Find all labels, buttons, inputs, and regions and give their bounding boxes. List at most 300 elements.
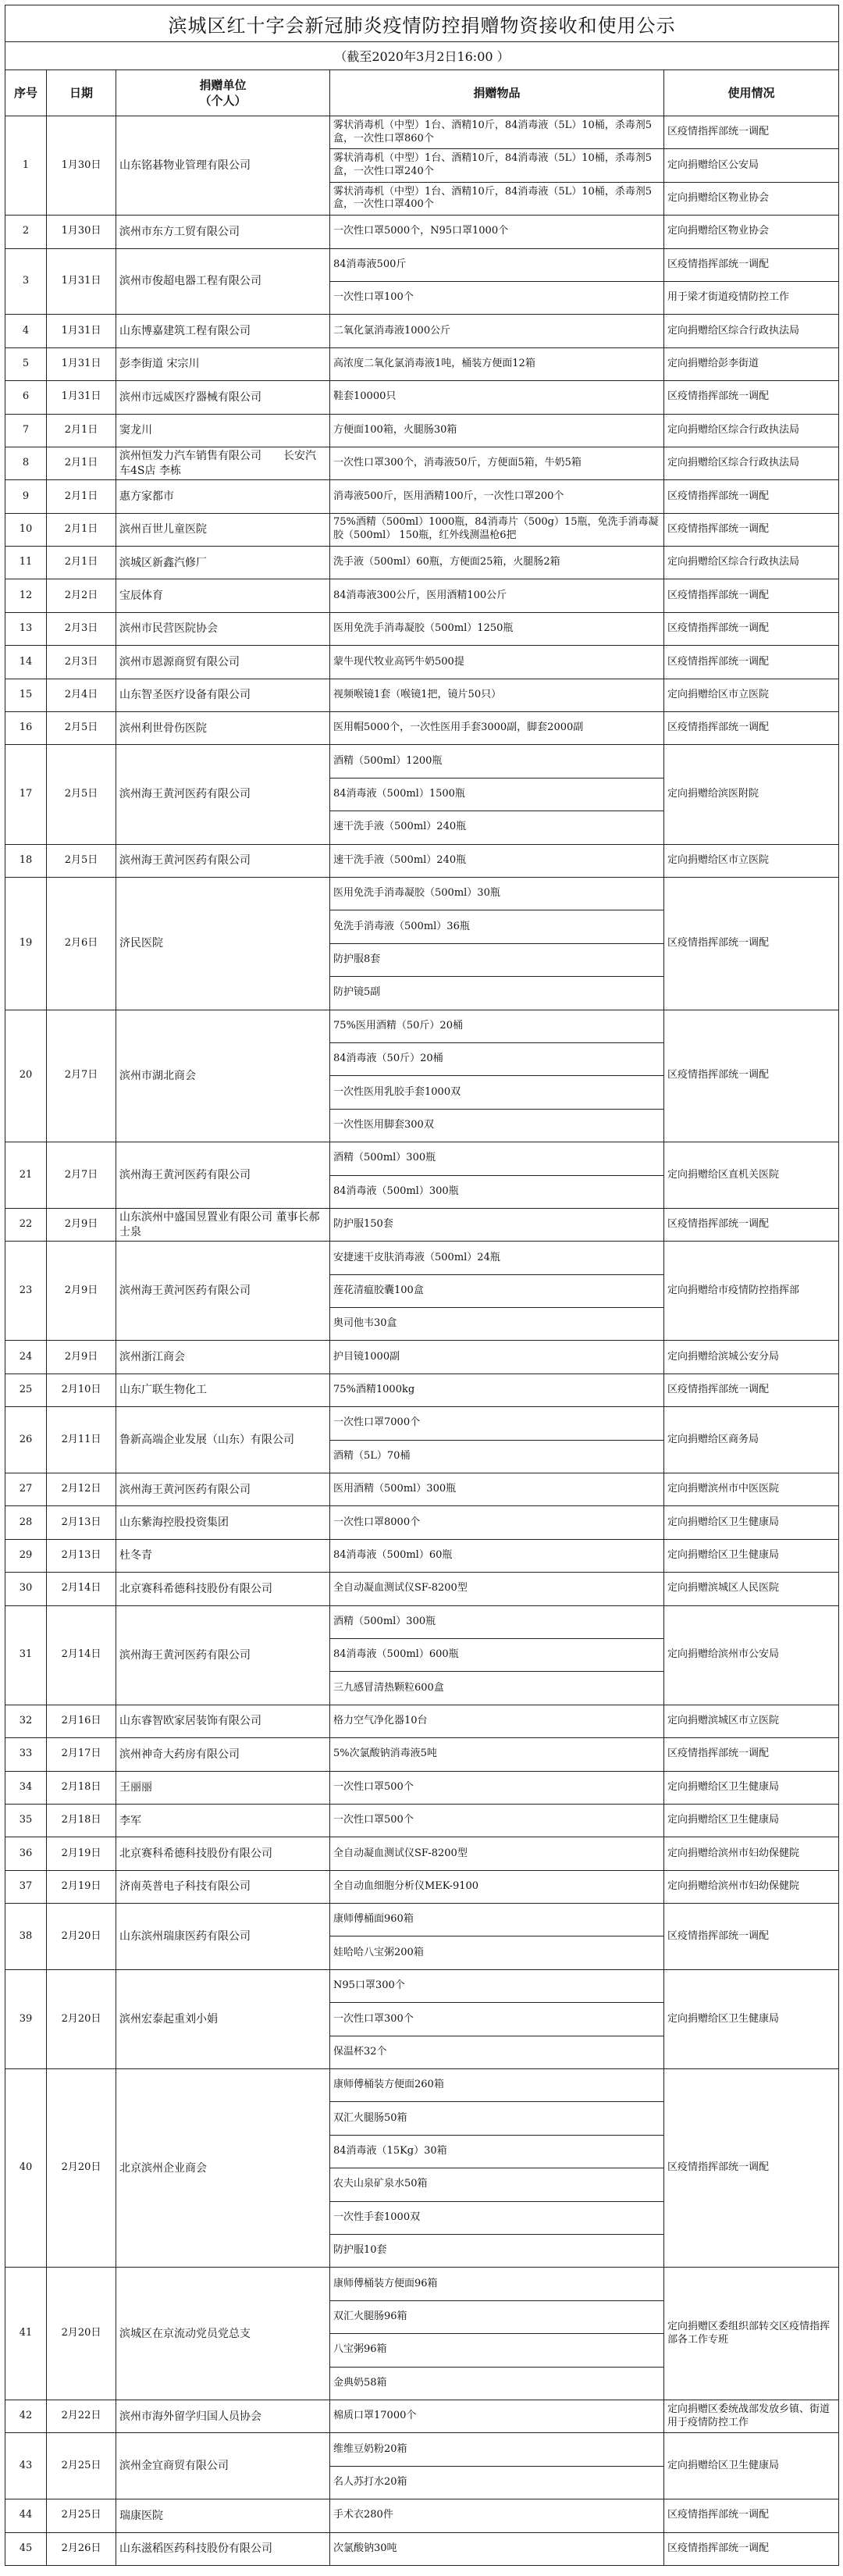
donor-name-cell <box>116 1341 330 1374</box>
donated-item-cell <box>330 1440 664 1473</box>
row-number-cell <box>5 2400 47 2432</box>
donated-item: 雾状消毒机（中型）1台、酒精10斤，84消毒液（5L）10桶，杀毒剂5盒，一次性口罩400个 <box>333 185 653 211</box>
donor-name: 滨州金宜商贸有限公司 <box>119 2460 229 2473</box>
row-number-cell <box>5 2532 47 2565</box>
donation-date: 2月20日 <box>61 2161 101 2174</box>
donor-name: 滨州市海外留学归国人员协会 <box>119 2410 261 2423</box>
donation-date: 2月18日 <box>61 1814 101 1826</box>
row-number: 7 <box>22 423 30 436</box>
usage-status: 定向捐赠滨城区市立医院 <box>667 1715 780 1726</box>
usage-status: 定向捐赠给区卫生健康局 <box>667 2012 780 2025</box>
donor-name-cell <box>116 381 330 414</box>
table-row <box>5 2532 839 2565</box>
donated-item-cell <box>330 1605 664 1638</box>
donor-name-cell <box>116 116 330 216</box>
table-row <box>5 2268 839 2300</box>
donor-name-cell <box>116 646 330 679</box>
donated-item: 鞋套10000只 <box>333 390 397 403</box>
donated-item-cell <box>330 1804 664 1837</box>
usage-status: 区疫情指挥部统一调配 <box>667 390 770 403</box>
donation-date: 2月19日 <box>61 1847 101 1859</box>
donation-date: 2月1日 <box>64 457 98 469</box>
donor-name-cell <box>116 1506 330 1539</box>
donated-item-cell <box>330 1142 664 1175</box>
donated-item-cell <box>330 1705 664 1737</box>
donated-item: 一次性口罩300个 <box>333 2012 414 2025</box>
donor-name-cell <box>116 547 330 579</box>
donation-date-cell <box>47 1341 116 1374</box>
usage-status: 区疫情指挥部统一调配 <box>667 589 770 601</box>
usage-status-cell <box>664 1242 839 1341</box>
donated-item-cell <box>330 2135 664 2168</box>
donation-date-cell <box>47 745 116 844</box>
donor-name: 李军 <box>119 1814 141 1827</box>
donor-name-cell <box>116 1738 330 1771</box>
donor-name: 北京赛科希德科技股份有限公司 <box>119 1847 272 1860</box>
row-number-cell <box>5 1605 47 1705</box>
usage-status-cell <box>664 1407 839 1473</box>
row-number: 45 <box>19 2542 33 2554</box>
row-number-cell <box>5 2069 47 2268</box>
row-number: 22 <box>19 1218 33 1231</box>
usage-status-cell <box>664 2268 839 2400</box>
donated-item: 全自动凝血测试仪SF-8200型 <box>333 1582 468 1594</box>
donation-date: 2月26日 <box>61 2542 101 2554</box>
row-number: 16 <box>19 721 33 734</box>
usage-status-cell <box>664 1506 839 1539</box>
donation-date: 1月30日 <box>61 159 101 171</box>
donor-name: 滨州市俊超电器工程有限公司 <box>119 275 261 288</box>
table-row <box>5 347 839 380</box>
donation-date-cell <box>47 2499 116 2532</box>
row-number: 3 <box>22 275 30 287</box>
donated-item-cell <box>330 2201 664 2234</box>
row-number-cell <box>5 844 47 877</box>
usage-status: 区疫情指挥部统一调配 <box>667 2509 770 2521</box>
row-number-cell <box>5 2268 47 2400</box>
donation-date: 2月1日 <box>64 423 98 436</box>
row-number-cell <box>5 1573 47 1605</box>
donor-name: 滨州海王黄河医药有限公司 <box>119 788 251 801</box>
donation-date-cell <box>47 414 116 447</box>
row-number: 9 <box>22 490 30 502</box>
table-row <box>5 1804 839 1837</box>
row-number-cell <box>5 381 47 414</box>
donation-date-cell <box>47 1374 116 1406</box>
row-number: 17 <box>19 788 33 800</box>
donation-date: 2月5日 <box>64 721 98 734</box>
usage-status-cell <box>664 480 839 513</box>
donated-item-cell <box>330 1573 664 1605</box>
donated-item: 全自动凝血测试仪SF-8200型 <box>333 1847 468 1859</box>
table-row <box>5 513 839 546</box>
header-usage: 使用情况 <box>664 70 839 116</box>
donor-name-cell <box>116 2499 330 2532</box>
donation-date-cell <box>47 1738 116 1771</box>
usage-status: 定向捐赠给区卫生健康局 <box>667 1516 780 1528</box>
table-row <box>5 1573 839 1605</box>
donor-name: 滨州恒发力汽车销售有限公司 长安汽车4S店 李栋 <box>119 450 316 477</box>
donated-item-cell <box>330 1175 664 1208</box>
donation-date: 2月16日 <box>61 1715 101 1726</box>
usage-status: 定向捐赠给区物业协会 <box>667 192 770 205</box>
donated-item-cell <box>330 1407 664 1440</box>
usage-status-cell <box>664 1969 839 2068</box>
donor-name: 山东铭碁物业管理有限公司 <box>119 159 251 172</box>
usage-status: 区疫情指挥部统一调配 <box>667 622 770 635</box>
usage-status: 定向捐赠给滨州市妇幼保健院 <box>667 1847 800 1859</box>
table-row <box>5 1904 839 1936</box>
table-row <box>5 712 839 745</box>
donation-date-cell <box>47 547 116 579</box>
donated-item-cell <box>330 281 664 314</box>
usage-status: 区疫情指挥部统一调配 <box>667 490 770 502</box>
donation-date: 2月19日 <box>61 1879 101 1892</box>
usage-status: 定向捐赠给区综合行政执法局 <box>667 457 800 469</box>
donated-item-cell <box>330 1341 664 1374</box>
usage-status: 定向捐赠给滨州市妇幼保健院 <box>667 1879 800 1892</box>
row-number: 33 <box>19 1748 33 1760</box>
donated-item: 医用免洗手消毒凝胶（500ml）1250瓶 <box>333 622 514 635</box>
usage-status-cell <box>664 1142 839 1209</box>
usage-status: 定向捐赠给区物业协会 <box>667 225 770 237</box>
usage-status-cell <box>664 281 839 314</box>
donor-name-cell <box>116 1771 330 1804</box>
donated-item: 一次性口罩7000个 <box>333 1416 421 1429</box>
donated-item: 蒙牛现代牧业高钙牛奶500提 <box>333 655 464 668</box>
donated-item-cell <box>330 679 664 711</box>
donated-item: 莲花清瘟胶囊100盒 <box>333 1284 424 1296</box>
donor-name-cell <box>116 612 330 645</box>
usage-status: 定向捐赠给区商务局 <box>667 1433 759 1445</box>
donated-item-cell <box>330 646 664 679</box>
donated-item: 农夫山泉矿泉水50箱 <box>333 2178 428 2190</box>
donor-name-cell <box>116 480 330 513</box>
donated-item: 一次性口罩500个 <box>333 1780 414 1793</box>
donated-item: 一次性口罩500个 <box>333 1814 414 1826</box>
donated-item: 视频喉镜1套（喉镜1把，镜片50只） <box>333 688 502 700</box>
row-number: 2 <box>22 225 30 237</box>
donated-item: 维维豆奶粉20箱 <box>333 2442 407 2455</box>
donated-item: 速干洗手液（500ml）240瓶 <box>333 853 467 866</box>
donor-name-cell <box>116 447 330 479</box>
usage-status: 定向捐赠给滨州市公安局 <box>667 1648 780 1661</box>
table-row <box>5 1738 839 1771</box>
donor-name-cell <box>116 1605 330 1705</box>
donation-date: 2月2日 <box>64 589 98 601</box>
usage-status-cell <box>664 1573 839 1605</box>
donation-date-cell <box>47 1837 116 1870</box>
donor-name: 山东滨州瑞康医药有限公司 <box>119 1929 251 1943</box>
donation-date: 2月6日 <box>64 936 98 949</box>
donor-name-cell <box>116 2433 330 2499</box>
row-number-cell <box>5 1208 47 1241</box>
row-number-cell <box>5 2499 47 2532</box>
donation-date: 1月31日 <box>61 390 101 403</box>
donated-item-cell <box>330 579 664 612</box>
donor-name-cell <box>116 2069 330 2268</box>
donor-name-cell <box>116 679 330 711</box>
row-number: 43 <box>19 2459 33 2471</box>
donation-date-cell <box>47 1407 116 1473</box>
donated-item-cell <box>330 1506 664 1539</box>
row-number: 19 <box>19 936 33 949</box>
donated-item: 金典奶58箱 <box>333 2376 387 2389</box>
donor-name: 滨州海王黄河医药有限公司 <box>119 854 251 868</box>
table-row <box>5 414 839 447</box>
row-number: 41 <box>19 2327 33 2339</box>
donor-name: 山东滨州中盛国昱置业有限公司 董事长郝士泉 <box>119 1211 320 1238</box>
donated-item-cell <box>330 149 664 182</box>
donated-item: 75%酒精1000kg <box>333 1384 415 1396</box>
donor-name-cell <box>116 1142 330 1209</box>
donated-item: 高浓度二氧化氯消毒液1吨，桶装方便面12箱 <box>333 357 535 369</box>
donation-date: 2月3日 <box>64 622 98 635</box>
donation-date: 2月4日 <box>64 688 98 700</box>
usage-status-cell <box>664 513 839 546</box>
donated-item-cell <box>330 1208 664 1241</box>
row-number-cell <box>5 1374 47 1406</box>
donor-name-cell <box>116 1539 330 1572</box>
donor-name: 山东博嘉建筑工程有限公司 <box>119 324 251 337</box>
table-row <box>5 1539 839 1572</box>
row-number: 15 <box>19 688 33 700</box>
usage-status-cell <box>664 1705 839 1737</box>
donated-item: 速干洗手液（500ml）240瓶 <box>333 821 467 833</box>
row-number: 1 <box>22 159 30 171</box>
donated-item: 一次性手套1000双 <box>333 2211 421 2223</box>
donated-item: 三九感冒清热颗粒600盒 <box>333 1681 444 1694</box>
donated-item: 格力空气净化器10台 <box>333 1715 428 1726</box>
table-row <box>5 679 839 711</box>
donated-item-cell <box>330 745 664 778</box>
usage-status-cell <box>664 149 839 182</box>
table-row <box>5 2069 839 2102</box>
row-number-cell <box>5 1506 47 1539</box>
donation-date: 1月31日 <box>61 357 101 369</box>
row-number-cell <box>5 1771 47 1804</box>
table-row <box>5 447 839 479</box>
donation-date: 2月1日 <box>64 490 98 502</box>
row-number-cell <box>5 1539 47 1572</box>
table-row <box>5 844 839 877</box>
document-subtitle: （截至2020年3月2日16:00 ） <box>5 42 839 70</box>
usage-status-cell <box>664 1870 839 1903</box>
row-number: 24 <box>19 1350 33 1363</box>
donation-date: 1月30日 <box>61 225 101 237</box>
row-number: 5 <box>22 357 30 369</box>
usage-status-cell <box>664 1539 839 1572</box>
donated-item-cell <box>330 1936 664 1969</box>
row-number-cell <box>5 1142 47 1209</box>
donated-item: 5%次氯酸钠消毒液5吨 <box>333 1748 437 1760</box>
donated-item: 康师傅桶装方便面96箱 <box>333 2277 438 2289</box>
donated-item: 84消毒液（500ml）600瓶 <box>333 1648 459 1661</box>
donor-name: 窦龙川 <box>119 424 152 437</box>
donation-date-cell <box>47 447 116 479</box>
donation-date: 2月14日 <box>61 1582 101 1594</box>
row-number-cell <box>5 612 47 645</box>
donor-name: 滨州市恩源商贸有限公司 <box>119 655 240 668</box>
donation-date-cell <box>47 2069 116 2268</box>
donor-name: 杜冬青 <box>119 1549 152 1562</box>
usage-status: 定向捐赠给区市立医院 <box>667 853 770 866</box>
donated-item-cell <box>330 612 664 645</box>
usage-status-cell <box>664 1374 839 1406</box>
usage-status-cell <box>664 1771 839 1804</box>
table-row <box>5 2499 839 2532</box>
usage-status-cell <box>664 414 839 447</box>
donation-date-cell <box>47 216 116 248</box>
donated-item: 84消毒液（500ml）1500瓶 <box>333 788 465 800</box>
donation-date: 2月9日 <box>64 1284 98 1296</box>
donated-item: 84消毒液（50斤）20桶 <box>333 1053 443 1065</box>
row-number: 13 <box>19 622 33 635</box>
row-number: 25 <box>19 1384 33 1396</box>
donation-date-cell <box>47 712 116 745</box>
row-number-cell <box>5 1969 47 2068</box>
row-number-cell <box>5 1738 47 1771</box>
usage-status: 区疫情指挥部统一调配 <box>667 1218 770 1231</box>
donated-item-cell <box>330 248 664 281</box>
donated-item-cell <box>330 1242 664 1274</box>
header-donor-line2: （个人） <box>199 94 247 108</box>
document-title: 滨城区红十字会新冠肺炎疫情防控捐赠物资接收和使用公示 <box>5 5 839 42</box>
usage-status: 区疫情指挥部统一调配 <box>667 1929 770 1942</box>
usage-status: 定向捐赠滨州市中医医院 <box>667 1483 780 1495</box>
usage-status: 定向捐赠给区综合行政执法局 <box>667 423 800 436</box>
usage-status: 定向捐赠给区综合行政执法局 <box>667 556 800 568</box>
donated-item: 84消毒液（500ml）300瓶 <box>333 1185 459 1197</box>
donor-name-cell <box>116 414 330 447</box>
table-row <box>5 1969 839 2002</box>
table-row <box>5 2433 839 2466</box>
table-row <box>5 1506 839 1539</box>
table-row <box>5 1705 839 1737</box>
usage-status: 用于梁才街道疫情防控工作 <box>667 291 790 304</box>
donated-item-cell <box>330 182 664 215</box>
donor-name-cell <box>116 1208 330 1241</box>
table-row <box>5 1837 839 1870</box>
donated-item: 方便面100箱，火腿肠30箱 <box>333 423 457 436</box>
row-number-cell <box>5 1473 47 1506</box>
usage-status-cell <box>664 547 839 579</box>
usage-status-cell <box>664 1473 839 1506</box>
donor-name: 滨州市民营医院协会 <box>119 622 218 636</box>
donation-date: 2月22日 <box>61 2410 101 2422</box>
row-number: 40 <box>19 2161 33 2174</box>
donor-name-cell <box>116 1705 330 1737</box>
usage-status: 区疫情指挥部统一调配 <box>667 1384 770 1396</box>
donation-date: 2月1日 <box>64 556 98 568</box>
row-number-cell <box>5 513 47 546</box>
donor-name-cell <box>116 745 330 844</box>
donated-item-cell <box>330 1076 664 1109</box>
donated-item: N95口罩300个 <box>333 1979 405 1992</box>
donated-item: 消毒液500斤，医用酒精100斤，一次性口罩200个 <box>333 490 564 502</box>
donor-name: 山东紫海控股投资集团 <box>119 1516 229 1529</box>
donor-name: 滨州市湖北商会 <box>119 1069 196 1082</box>
donor-name: 滨城区在京流动党员党总支 <box>119 2327 251 2340</box>
donation-date-cell <box>47 1142 116 1209</box>
usage-status-cell <box>664 1341 839 1374</box>
donation-date-cell <box>47 2268 116 2400</box>
table-row <box>5 579 839 612</box>
row-number-cell <box>5 547 47 579</box>
usage-status-cell <box>664 347 839 380</box>
table-row <box>5 1473 839 1506</box>
donated-item-cell <box>330 1969 664 2002</box>
usage-status: 定向捐赠滨城区人民医院 <box>667 1582 780 1594</box>
header-date: 日期 <box>47 70 116 116</box>
usage-status-cell <box>664 216 839 248</box>
donor-name: 滨州百世儿童医院 <box>119 523 207 536</box>
usage-status-cell <box>664 182 839 215</box>
donation-date-cell <box>47 579 116 612</box>
donated-item: 医用帽5000个，一次性医用手套3000副，脚套2000副 <box>333 721 584 734</box>
donated-item-cell <box>330 811 664 844</box>
row-number-cell <box>5 877 47 1010</box>
usage-status: 区疫情指挥部统一调配 <box>667 1748 770 1760</box>
donated-item: 75%酒精（500ml）1000瓶，84消毒片（500g）15瓶，免洗手消毒凝胶（500ml） 150瓶，红外线测温枪6把 <box>333 516 659 542</box>
usage-status-cell <box>664 248 839 281</box>
usage-status-cell <box>664 1605 839 1705</box>
donated-item: 防护服8套 <box>333 953 381 966</box>
table-row <box>5 1341 839 1374</box>
donated-item: 全自动血细胞分析仪MEK-9100 <box>333 1879 479 1892</box>
row-number-cell <box>5 347 47 380</box>
table-row <box>5 1242 839 1274</box>
table-row <box>5 877 839 910</box>
donation-date-cell <box>47 679 116 711</box>
donated-item: 一次性口罩100个 <box>333 291 414 304</box>
row-number: 23 <box>19 1284 33 1296</box>
donated-item-cell <box>330 2102 664 2135</box>
donor-name-cell <box>116 1010 330 1142</box>
donated-item-cell <box>330 381 664 414</box>
donor-name: 滨州市东方工贸有限公司 <box>119 225 240 238</box>
donation-date: 2月7日 <box>64 1069 98 1081</box>
donated-item-cell <box>330 844 664 877</box>
donated-item-cell <box>330 513 664 546</box>
donated-item: 84消毒液300公斤，医用酒精100公斤 <box>333 589 507 601</box>
donated-item: 酒精（500ml）300瓶 <box>333 1152 436 1164</box>
usage-status: 区疫情指挥部统一调配 <box>667 2161 770 2174</box>
usage-status-cell <box>664 877 839 1010</box>
header-donor-line1: 捐赠单位 <box>199 77 247 92</box>
donor-name: 滨州海王黄河医药有限公司 <box>119 1483 251 1496</box>
donation-date: 2月9日 <box>64 1350 98 1363</box>
donor-name: 滨州浙江商会 <box>119 1351 185 1364</box>
donor-name: 滨州宏泰起重刘小娟 <box>119 2012 218 2026</box>
row-number: 18 <box>19 853 33 866</box>
donor-name-cell <box>116 1904 330 1970</box>
row-number: 34 <box>19 1780 33 1793</box>
donated-item-cell <box>330 1837 664 1870</box>
usage-status: 定向捐赠给区市立医院 <box>667 688 770 700</box>
row-number: 35 <box>19 1814 33 1826</box>
donated-item: 一次性口罩8000个 <box>333 1516 421 1528</box>
donation-date-cell <box>47 347 116 380</box>
donated-item: 一次性医用脚套300双 <box>333 1118 434 1131</box>
usage-status: 定向捐赠给彭李街道 <box>667 357 759 369</box>
donation-date: 2月20日 <box>61 2327 101 2339</box>
usage-status-cell <box>664 2069 839 2268</box>
usage-status-cell <box>664 315 839 347</box>
donation-date: 2月11日 <box>61 1433 101 1445</box>
donation-date-cell <box>47 1539 116 1572</box>
donated-item: 手术衣280件 <box>333 2509 393 2521</box>
